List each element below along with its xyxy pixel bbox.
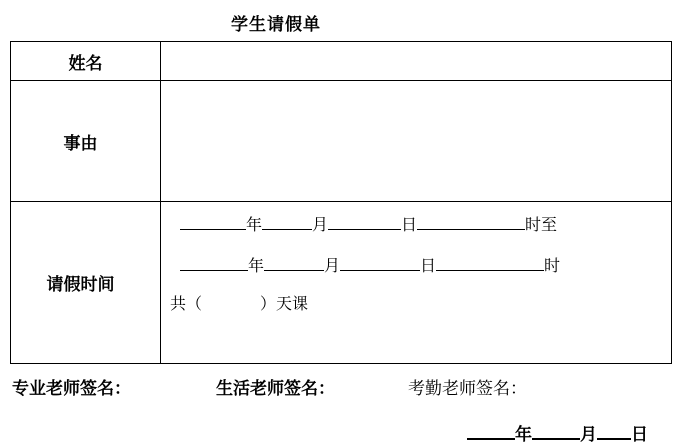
end-month-blank[interactable] <box>264 256 324 271</box>
sign-day-unit: 日 <box>631 425 648 445</box>
major-teacher-signature-label: 专业老师签名： <box>12 379 131 399</box>
leave-time-row <box>11 202 672 364</box>
sign-year-unit: 年 <box>515 425 532 445</box>
name-label: 姓名 <box>11 42 161 81</box>
end-hour-blank[interactable] <box>436 256 544 271</box>
end-month-unit: 月 <box>324 256 341 276</box>
sign-day-blank[interactable] <box>597 423 631 440</box>
life-teacher-signature-label: 生活老师签名： <box>216 379 335 399</box>
total-days-suffix: ）天课 <box>260 294 309 314</box>
start-hour-unit: 时至 <box>525 215 558 235</box>
reason-label: 事由 <box>11 81 161 202</box>
end-hour-unit: 时 <box>544 256 561 276</box>
end-day-unit: 日 <box>420 256 437 276</box>
end-time-line <box>180 253 560 276</box>
form-title: 学生请假单 <box>231 15 321 35</box>
sign-month-blank[interactable] <box>532 423 580 440</box>
total-days-line <box>170 291 308 314</box>
start-day-blank[interactable] <box>328 215 401 230</box>
start-time-line <box>180 212 557 235</box>
leave-time-field <box>161 202 672 364</box>
start-month-blank[interactable] <box>262 215 312 230</box>
end-day-blank[interactable] <box>340 256 420 271</box>
total-days-prefix: 共（ <box>170 294 203 314</box>
sign-month-unit: 月 <box>580 425 597 445</box>
end-year-unit: 年 <box>248 256 265 276</box>
start-month-unit: 月 <box>312 215 329 235</box>
end-year-blank[interactable] <box>180 256 248 271</box>
start-year-blank[interactable] <box>180 215 246 230</box>
name-row <box>11 42 672 81</box>
start-hour-blank[interactable] <box>417 215 525 230</box>
attendance-teacher-signature-label: 考勤老师签名： <box>408 379 527 399</box>
signature-row <box>0 374 682 399</box>
reason-field[interactable] <box>161 81 672 202</box>
sign-year-blank[interactable] <box>467 423 515 440</box>
reason-row <box>11 81 672 202</box>
start-day-unit: 日 <box>401 215 418 235</box>
leave-form-table <box>10 41 672 364</box>
leave-time-label: 请假时间 <box>11 202 161 364</box>
name-field[interactable] <box>161 42 672 81</box>
signing-date <box>467 420 648 445</box>
start-year-unit: 年 <box>246 215 263 235</box>
